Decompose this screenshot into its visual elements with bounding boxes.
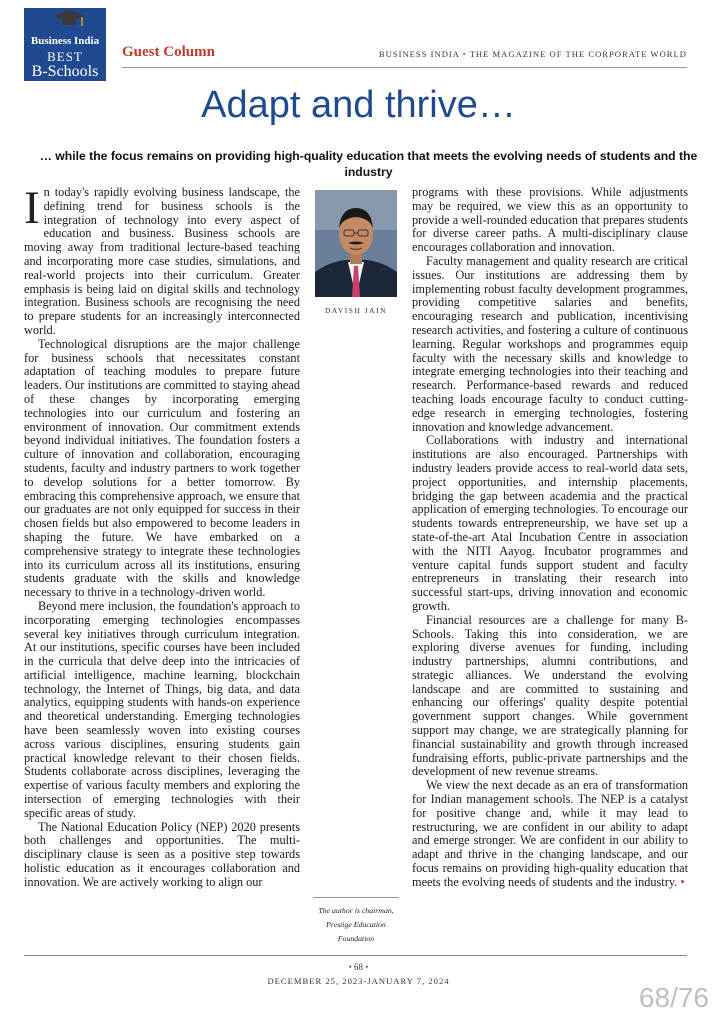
article-title: Adapt and thrive…	[201, 84, 516, 126]
credit-line: Prestige Education	[326, 920, 386, 929]
paragraph-text: We view the next decade as an era of transformation for Indian management schools. The NEP is a catalyst for positive change and, while it may lead to restructuring, we are confident in our ability to adapt and emerge stronger. We are confident in our ability to adapt and thrive in the changing landscape, and our focus remains on providing high-quality education that meets the evolving needs of students and the industry.	[412, 778, 688, 889]
graduation-cap-icon	[52, 8, 86, 28]
page-number	[0, 962, 717, 972]
page-dot-left: •	[348, 962, 352, 972]
article-column-right	[412, 186, 688, 890]
paragraph: Beyond mere inclusion, the foundation's approach to incorporating emerging technologies encompasses several key initiatives through curriculum integration. At our institutions, specific courses have been included in the curricula that delve deep into the intricacies of artificial intelligence, machine learning, blockchain technology, the Internet of Things, big data, and data analytics, equipping students with hands-on experience and theoretical understanding. Emerging technologies have been seamlessly woven into existing courses across various disciplines, ensuring students gain practical knowledge relevant to their chosen fields. Students collaborate across disciplines, leveraging the expertise of various faculty members and exploring the intersection of emerging technologies with their specific areas of study.	[24, 598, 300, 820]
author-credit	[313, 904, 399, 946]
author-name: DAVISH JAIN	[325, 306, 387, 315]
page-counter-watermark: 68/76	[638, 982, 709, 1013]
paragraph	[412, 779, 688, 889]
drop-cap: I	[24, 182, 40, 234]
credit-divider	[313, 897, 399, 898]
credit-line: Foundation	[337, 934, 375, 943]
section-label: Guest Column	[122, 44, 215, 60]
paragraph: programs with these provisions. While adjustments may be required, we view this as an opportunity to provide a well-rounded education that prepares students for diverse career paths. A multi-disciplinary clause encourages collaboration and innovation.	[412, 185, 688, 255]
article-subtitle: … while the focus remains on providing high-quality education that meets the evolving needs of students and the industry	[39, 149, 698, 179]
paragraph	[24, 182, 300, 338]
credit-line: The author is chairman,	[318, 906, 394, 915]
magazine-name: BUSINESS INDIA	[378, 49, 460, 59]
logo-line-2: BEST	[47, 49, 83, 64]
footer-divider	[24, 955, 687, 956]
issue-date: DECEMBER 25, 2023-JANUARY 7, 2024	[267, 976, 450, 986]
logo-line-3: B-Schools	[31, 63, 99, 80]
magazine-tagline	[379, 49, 687, 59]
author-portrait-image	[315, 190, 397, 297]
paragraph: The National Education Policy (NEP) 2020 presents both challenges and opportunities. The multi-disciplinary clause is seen as a positive step towards holistic education as it encourages collaboration and innovation. We are actively working to align our	[24, 819, 300, 889]
article-column-left	[24, 182, 300, 890]
paragraph: Financial resources are a challenge for many B-Schools. Taking this into consideration, we are exploring diverse avenues for funding, including industry partnerships, alumni contributions, and strategic alliances. We understand the evolving landscape and are committed to sustaining and enhancing our offerings' quality despite potential government support changes. While government support may change, we are strategically planning for financial sustainability and growth through increased fundraising efforts, public-private partnerships and the development of new revenue streams.	[412, 612, 688, 779]
magazine-separator: •	[462, 49, 467, 59]
page-dot-right: •	[365, 962, 369, 972]
header-divider	[122, 67, 687, 68]
paragraph-text: n today's rapidly evolving business landscape, the defining trend for business schools is the integration of technology into every aspect of education and business. Business schools are moving away from traditional lecture-based teaching and incorporating more case studies, simulations, and real-world projects into their curriculum. Greater emphasis is being laid on digital skills and technology integration. Business schools are recognising the need to prepare students for an increasingly interconnected world.	[24, 185, 300, 337]
author-photo	[315, 190, 397, 297]
logo-line-1: Business India	[30, 35, 100, 47]
paragraph: Technological disruptions are the major challenge for business schools that necessitates constant adaptation of teaching modules to prepare future leaders. Our institutions are committed to staying ahead of these changes by incorporating emerging technologies into our curriculum and fostering an environment of innovation. Our commitment extends beyond individual initiatives. The foundation fosters a culture of innovation and collaboration, encouraging students, faculty and industry partners to work together to develop solutions for a better tomorrow. By embracing this comprehensive approach, we ensure that our graduates are not only equipped for success in their chosen fields but also empowered to become leaders in shaping the future. We have embarked on a comprehensive strategy to integrate these technologies into its curriculum across all its institutions, ensuring students graduate with the skills and knowledge necessary to thrive in a technology-driven world.	[24, 336, 300, 600]
page-number-value: 68	[354, 962, 363, 972]
paragraph: Collaborations with industry and international institutions are also encouraged. Partnerships with industry leaders provide access to real-world data sets, project opportunities, and internship placements, bridging the gap between academia and the practical application of emerging technologies. To encourage our students towards entrepreneurship, we have set up a state-of-the-art Atal Incubation Centre in association with the NITI Aayog. Incubator programmes and venture capital funds support student and faculty entrepreneurs in translating their research into successful start-ups, driving innovation and economic growth.	[412, 433, 688, 613]
end-mark: •	[680, 874, 685, 889]
paragraph: Faculty management and quality research are critical issues. Our institutions are addressing them by implementing robust faculty development programmes, providing competitive salaries and benefits, encouraging research and publication, incentivising research activities, and fostering a culture of continuous learning. Regular workshops and programmes equip faculty with the necessary skills and knowledge to integrate emerging technologies into their teaching and research. Performance-based rewards and reduced teaching loads encourage faculty to conduct cutting-edge research in emerging technologies, fostering innovation and knowledge advancement.	[412, 253, 688, 434]
business-india-best-bschools-logo	[24, 8, 106, 81]
magazine-tag: THE MAGAZINE OF THE CORPORATE WORLD	[469, 49, 687, 59]
